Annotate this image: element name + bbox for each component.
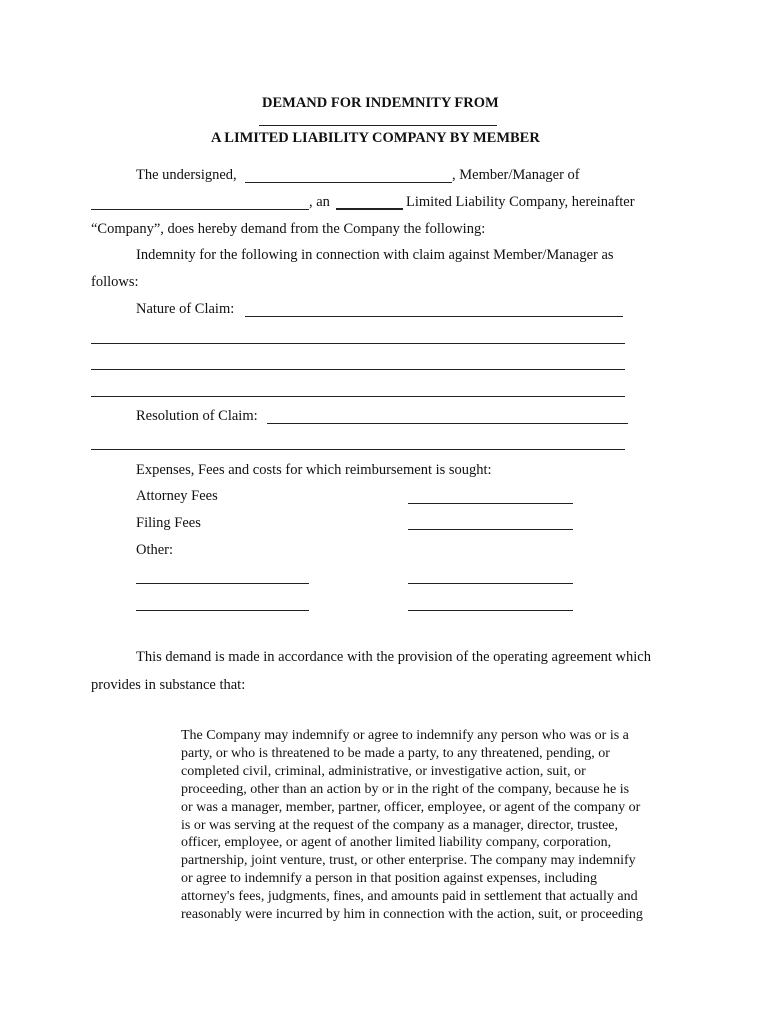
- undersigned-label: The undersigned,: [136, 167, 237, 183]
- attorney-fees-label: Attorney Fees: [136, 488, 218, 504]
- quote-line: reasonably were incurred by him in connection with the action, suit, or proceeding: [181, 907, 643, 923]
- quote-line: or was a manager, member, partner, officer, employee, or agent of the company or: [181, 799, 641, 815]
- quote-line: completed civil, criminal, administrative, or investigative action, suit, or: [181, 763, 586, 779]
- operating-agreement-quote: [181, 727, 691, 924]
- quote-line: is or was serving at the request of the company as a manager, director, trustee,: [181, 817, 619, 833]
- demand-text-line-2: provides in substance that:: [91, 677, 246, 693]
- expenses-label: Expenses, Fees and costs for which reimbursement is sought:: [136, 462, 492, 478]
- resolution-of-claim-blank-2: [91, 449, 625, 450]
- resolution-of-claim-blank-1: [267, 423, 628, 424]
- company-name-blank: [91, 209, 309, 210]
- demand-text-line-1: This demand is made in accordance with the provision of the operating agreement which: [136, 649, 651, 665]
- llc-hereinafter-label: Limited Liability Company, hereinafter: [406, 194, 635, 210]
- nature-of-claim-label: Nature of Claim:: [136, 301, 235, 317]
- company-demand-text: “Company”, does hereby demand from the Company the following:: [91, 221, 486, 237]
- quote-line: The Company may indemnify or agree to indemnify any person who was or is a: [181, 728, 629, 743]
- quote-line: proceeding, other than an action by or in the right of the company, because he is: [181, 781, 630, 797]
- title-line-2: A LIMITED LIABILITY COMPANY BY MEMBER: [211, 130, 540, 146]
- indemnity-text-line-1: Indemnity for the following in connection with claim against Member/Manager as: [136, 247, 614, 263]
- other-amount-blank-2: [408, 610, 573, 611]
- other-amount-blank-1: [408, 583, 573, 584]
- quote-line: party, or who is threatened to be made a party, to any threatened, pending, or: [181, 745, 610, 761]
- quote-line: officer, employee, or agent of another limited liability company, corporation,: [181, 835, 612, 851]
- title-company-blank: [259, 125, 497, 126]
- nature-of-claim-blank-3: [91, 369, 625, 370]
- filing-fees-blank: [408, 529, 573, 530]
- quote-line: partnership, joint venture, trust, or other enterprise. The company may indemnify: [181, 853, 636, 869]
- indemnity-text-line-2: follows:: [91, 274, 139, 290]
- other-label: Other:: [136, 542, 174, 558]
- nature-of-claim-blank-1: [245, 316, 623, 317]
- nature-of-claim-blank-2: [91, 343, 625, 344]
- other-description-blank-2: [136, 610, 309, 611]
- quote-line: attorney's fees, judgments, fines, and amounts paid in settlement that actually and: [181, 889, 638, 905]
- member-manager-of-label: , Member/Manager of: [452, 167, 580, 183]
- other-description-blank-1: [136, 583, 309, 584]
- an-label: , an: [309, 194, 330, 210]
- attorney-fees-blank: [408, 503, 573, 504]
- nature-of-claim-blank-4: [91, 396, 625, 397]
- filing-fees-label: Filing Fees: [136, 515, 201, 531]
- resolution-of-claim-label: Resolution of Claim:: [136, 408, 258, 424]
- quote-line: or agree to indemnify a person in that position against expenses, including: [181, 871, 598, 887]
- title-line-1: DEMAND FOR INDEMNITY FROM: [262, 95, 499, 111]
- undersigned-name-blank: [245, 182, 452, 183]
- state-blank: [336, 208, 403, 210]
